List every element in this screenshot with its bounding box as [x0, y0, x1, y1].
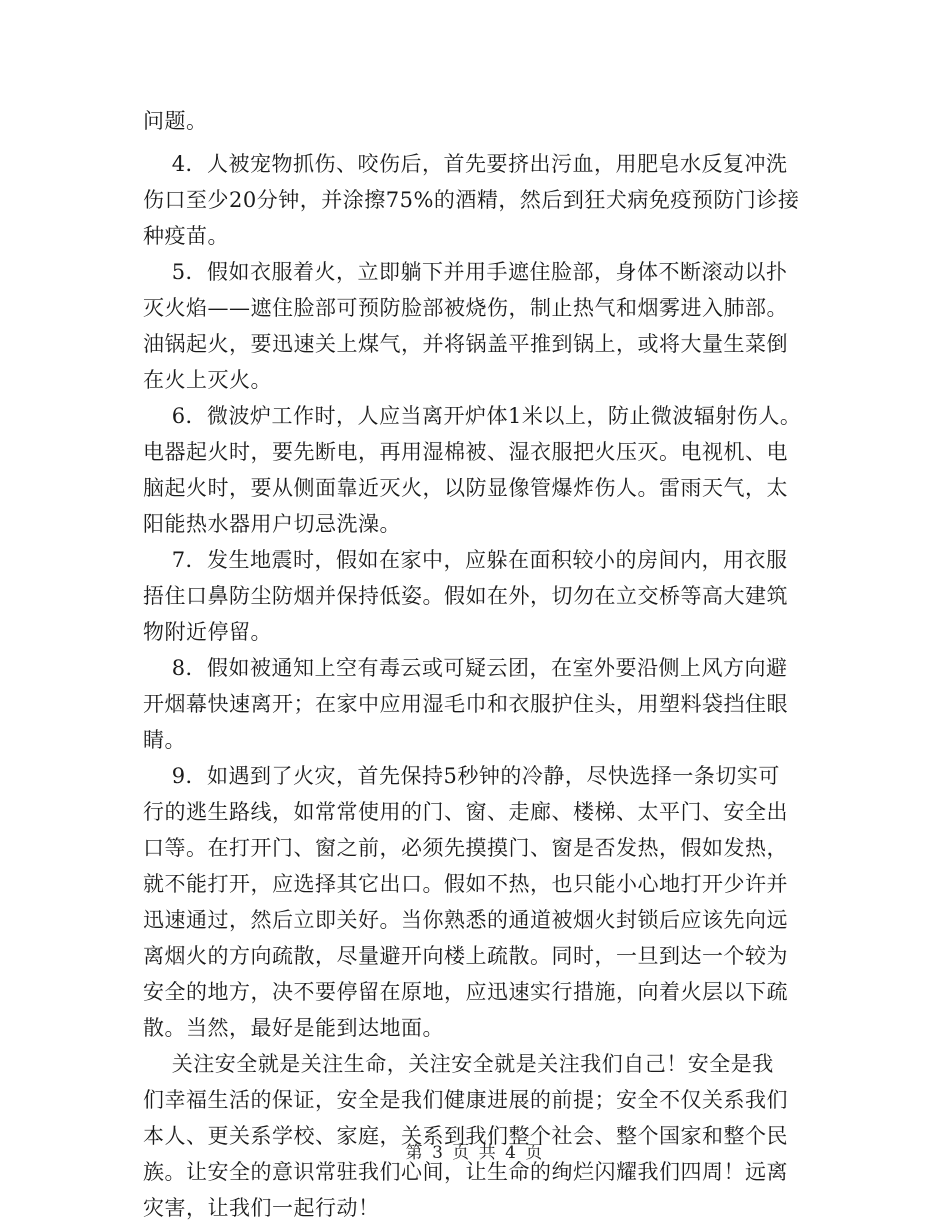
text-line: 9．如遇到了火灾，首先保持5秒钟的冷静，尽快选择一条切实可 — [143, 764, 780, 788]
page-number-footer: 第 3 页 共 4 页 — [405, 1143, 545, 1163]
text-line: 捂住口鼻防尘防烟并保持低姿。假如在外，切勿在立交桥等高大建筑 — [143, 584, 788, 608]
text-line: 就不能打开，应选择其它出口。假如不热，也只能小心地打开少许并 — [143, 872, 788, 896]
text-line: 7．发生地震时，假如在家中，应躲在面积较小的房间内，用衣服 — [143, 548, 788, 572]
text-line: 迅速通过，然后立即关好。当你熟悉的通道被烟火封锁后应该先向远 — [143, 908, 788, 932]
text-line: 关注安全就是关注生命，关注安全就是关注我们自己！安全是我 — [143, 1052, 774, 1076]
text-line: 行的逃生路线，如常常使用的门、窗、走廊、楼梯、太平门、安全出 — [143, 800, 788, 824]
text-line: 电器起火时，要先断电，再用湿棉被、湿衣服把火压灭。电视机、电 — [143, 440, 788, 464]
text-line: 安全的地方，决不要停留在原地，应迅速实行措施，向着火层以下疏 — [143, 980, 788, 1004]
text-line: 8．假如被通知上空有毒云或可疑云团，在室外要沿侧上风方向避 — [143, 656, 788, 680]
text-line: 4．人被宠物抓伤、咬伤后，首先要挤出污血，用肥皂水反复冲洗 — [143, 152, 788, 176]
text-line: 离烟火的方向疏散，尽量避开向楼上疏散。同时，一旦到达一个较为 — [143, 944, 788, 968]
text-line: 伤口至少20分钟，并涂擦75%的酒精，然后到狂犬病免疫预防门诊接 — [143, 188, 800, 212]
text-line: 灭火焰——遮住脸部可预防脸部被烧伤，制止热气和烟雾进入肺部。 — [143, 296, 788, 320]
text-line: 灾害，让我们一起行动！ — [143, 1196, 380, 1220]
text-line: 们幸福生活的保证，安全是我们健康进展的前提；安全不仅关系我们 — [143, 1088, 788, 1112]
text-line: 6．微波炉工作时，人应当离开炉体1米以上，防止微波辐射伤人。 — [143, 404, 802, 428]
text-line: 油锅起火，要迅速关上煤气，并将锅盖平推到锅上，或将大量生菜倒 — [143, 332, 788, 356]
text-line: 睛。 — [143, 728, 186, 752]
text-line: 本人、更关系学校、家庭，关系到我们整个社会、整个国家和整个民 — [143, 1124, 788, 1148]
text-line: 阳能热水器用户切忌洗澡。 — [143, 512, 401, 536]
text-line: 口等。在打开门、窗之前，必须先摸摸门、窗是否发热，假如发热， — [143, 836, 788, 860]
text-line: 在火上灭火。 — [143, 368, 272, 392]
text-line: 问题。 — [143, 109, 208, 133]
text-line: 族。让安全的意识常驻我们心间，让生命的绚烂闪耀我们四周！远离 — [143, 1160, 788, 1184]
text-line: 5．假如衣服着火，立即躺下并用手遮住脸部，身体不断滚动以扑 — [143, 260, 788, 284]
text-line: 物附近停留。 — [143, 620, 272, 644]
text-line: 脑起火时，要从侧面靠近灭火，以防显像管爆炸伤人。雷雨天气，太 — [143, 476, 788, 500]
text-line: 种疫苗。 — [143, 224, 229, 248]
text-line: 开烟幕快速离开；在家中应用湿毛巾和衣服护住头，用塑料袋挡住眼 — [143, 692, 788, 716]
text-line: 散。当然，最好是能到达地面。 — [143, 1016, 444, 1040]
